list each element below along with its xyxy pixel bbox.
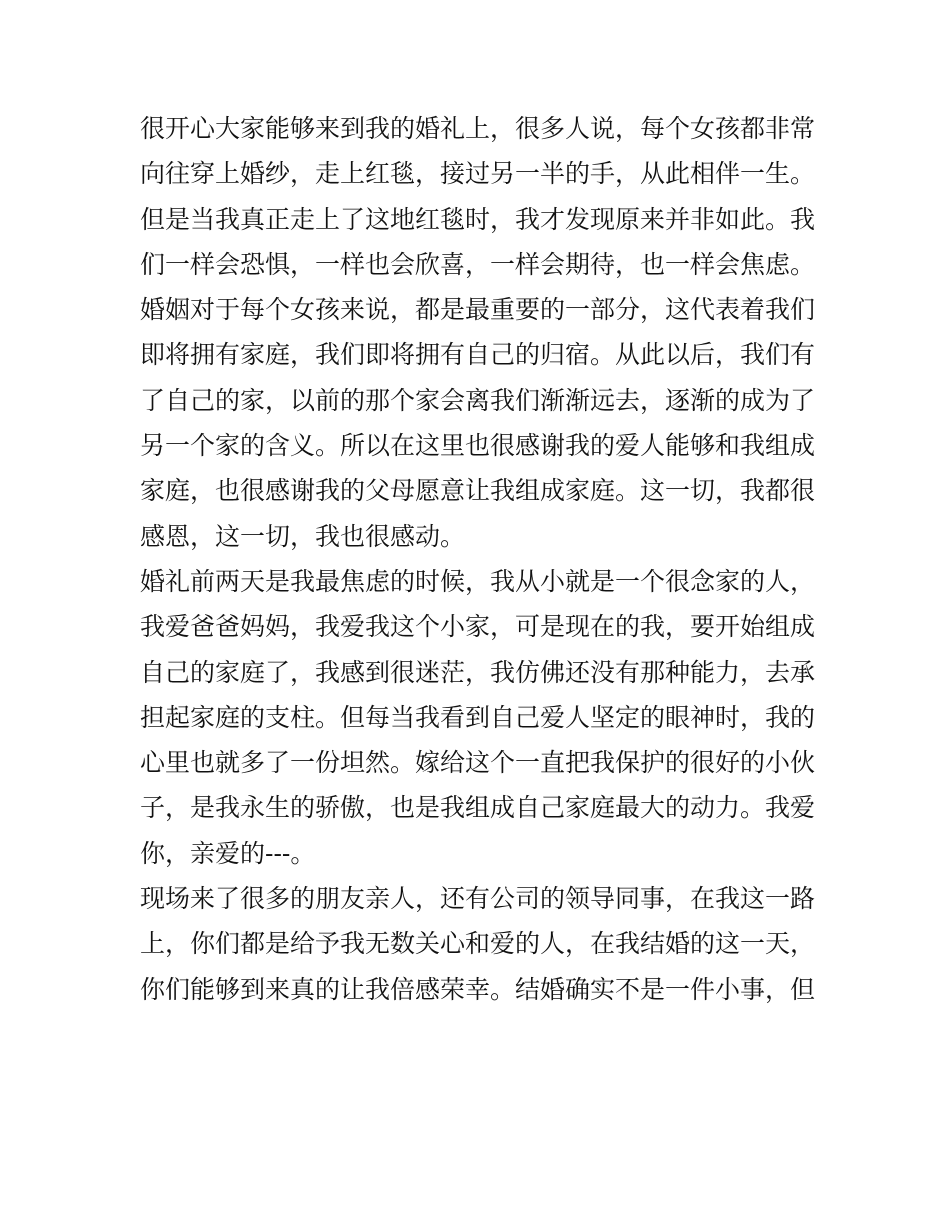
text-line: 你们能够到来真的让我倍感荣幸。结婚确实不是一件小事，但	[140, 974, 816, 1004]
text-line: 子，是我永生的骄傲，也是我组成自己家庭最大的动力。我爱	[140, 793, 816, 823]
text-line: 现场来了很多的朋友亲人，还有公司的领导同事，在我这一路	[140, 884, 816, 914]
text-line: 自己的家庭了，我感到很迷茫，我仿佛还没有那种能力，去承	[140, 657, 816, 687]
text-line: 上，你们都是给予我无数关心和爱的人，在我结婚的这一天，	[140, 929, 816, 959]
text-line: 家庭，也很感谢我的父母愿意让我组成家庭。这一切，我都很	[140, 476, 816, 506]
text-line: 即将拥有家庭，我们即将拥有自己的归宿。从此以后，我们有	[140, 340, 816, 370]
text-line: 了自己的家，以前的那个家会离我们渐渐远去，逐渐的成为了	[140, 385, 816, 415]
text-line: 你，亲爱的---。	[140, 838, 316, 868]
text-line: 们一样会恐惧，一样也会欣喜，一样会期待，也一样会焦虑。	[140, 249, 816, 279]
text-line: 婚礼前两天是我最焦虑的时候，我从小就是一个很念家的人，	[140, 566, 816, 596]
text-line: 感恩，这一切，我也很感动。	[140, 521, 466, 551]
text-line: 心里也就多了一份坦然。嫁给这个一直把我保护的很好的小伙	[140, 748, 816, 778]
text-line: 婚姻对于每个女孩来说，都是最重要的一部分，这代表着我们	[140, 295, 816, 325]
text-line: 另一个家的含义。所以在这里也很感谢我的爱人能够和我组成	[140, 431, 816, 461]
text-line: 但是当我真正走上了这地红毯时，我才发现原来并非如此。我	[140, 204, 816, 234]
text-line: 向往穿上婚纱，走上红毯，接过另一半的手，从此相伴一生。	[140, 159, 816, 189]
text-line: 很开心大家能够来到我的婚礼上，很多人说，每个女孩都非常	[140, 114, 816, 143]
text-line: 担起家庭的支柱。但每当我看到自己爱人坚定的眼神时，我的	[140, 702, 816, 732]
text-line: 我爱爸爸妈妈，我爱我这个小家，可是现在的我，要开始组成	[140, 612, 816, 642]
document-body	[140, 106, 820, 1012]
